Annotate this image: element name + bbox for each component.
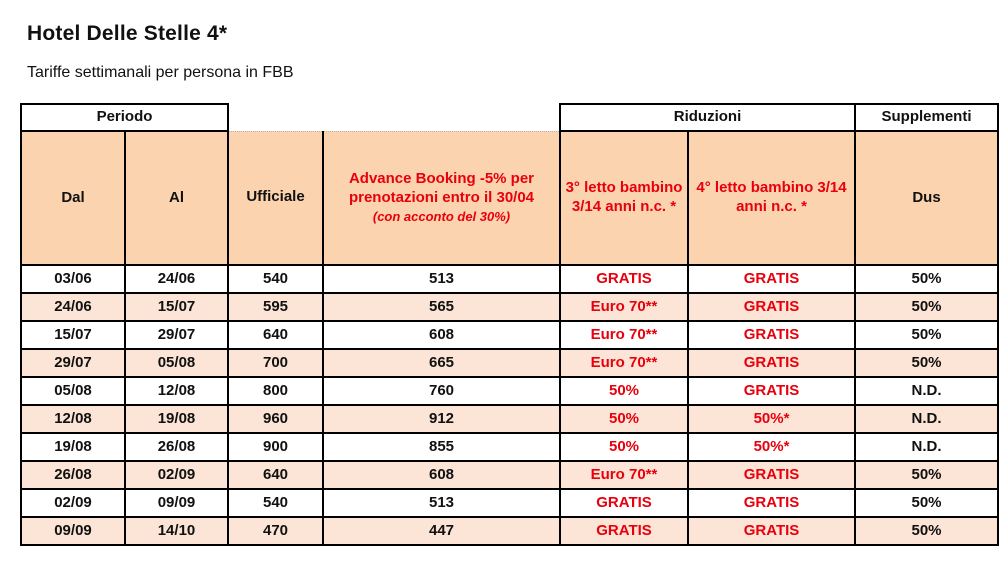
cell-ufficiale: 470 [228, 517, 323, 545]
group-header-row [21, 104, 998, 131]
cell-dus: N.D. [855, 405, 998, 433]
column-header-row [21, 131, 998, 265]
cell-ufficiale: 540 [228, 489, 323, 517]
cell-al: 12/08 [125, 377, 228, 405]
cell-terzo: 50% [560, 377, 688, 405]
cell-al: 09/09 [125, 489, 228, 517]
rates-table-body [21, 265, 998, 545]
group-header-supplementi: Supplementi [855, 104, 998, 131]
cell-dal: 12/08 [21, 405, 125, 433]
cell-terzo: Euro 70** [560, 293, 688, 321]
page-subtitle: Tariffe settimanali per persona in FBB [27, 64, 294, 81]
cell-dus: 50% [855, 489, 998, 517]
cell-ufficiale: 800 [228, 377, 323, 405]
cell-terzo: 50% [560, 433, 688, 461]
cell-ufficiale: 595 [228, 293, 323, 321]
advance-booking-note: (con acconto del 30%) [372, 208, 511, 224]
cell-dal: 05/08 [21, 377, 125, 405]
cell-ufficiale: 900 [228, 433, 323, 461]
column-header-terzo-letto: 3° letto bambino 3/14 anni n.c. * [560, 131, 688, 265]
cell-advance: 608 [323, 461, 560, 489]
cell-al: 14/10 [125, 517, 228, 545]
cell-advance: 565 [323, 293, 560, 321]
column-header-dus: Dus [855, 131, 998, 265]
cell-advance: 912 [323, 405, 560, 433]
column-header-ufficiale: Ufficiale [228, 131, 323, 265]
table-row [21, 377, 998, 405]
cell-terzo: Euro 70** [560, 349, 688, 377]
table-row [21, 405, 998, 433]
cell-dus: N.D. [855, 377, 998, 405]
cell-dal: 03/06 [21, 265, 125, 293]
cell-advance: 665 [323, 349, 560, 377]
cell-ufficiale: 540 [228, 265, 323, 293]
cell-dus: 50% [855, 265, 998, 293]
column-header-quarto-letto: 4° letto bambino 3/14 anni n.c. * [688, 131, 855, 265]
cell-advance: 447 [323, 517, 560, 545]
cell-advance: 513 [323, 489, 560, 517]
cell-ufficiale: 960 [228, 405, 323, 433]
cell-al: 02/09 [125, 461, 228, 489]
cell-dal: 02/09 [21, 489, 125, 517]
advance-booking-label: Advance Booking -5% per prenotazioni entro il 30/04 [348, 170, 535, 207]
table-row [21, 349, 998, 377]
cell-terzo: GRATIS [560, 265, 688, 293]
table-row [21, 321, 998, 349]
cell-dal: 29/07 [21, 349, 125, 377]
cell-dal: 19/08 [21, 433, 125, 461]
cell-al: 05/08 [125, 349, 228, 377]
cell-quarto: GRATIS [688, 461, 855, 489]
cell-advance: 855 [323, 433, 560, 461]
cell-quarto: GRATIS [688, 517, 855, 545]
cell-ufficiale: 640 [228, 461, 323, 489]
cell-quarto: GRATIS [688, 293, 855, 321]
column-header-advance-booking [323, 131, 560, 265]
cell-dal: 09/09 [21, 517, 125, 545]
cell-advance: 608 [323, 321, 560, 349]
column-header-al: Al [125, 131, 228, 265]
group-header-riduzioni: Riduzioni [560, 104, 855, 131]
cell-advance: 513 [323, 265, 560, 293]
group-header-spacer [228, 104, 560, 131]
cell-dus: 50% [855, 349, 998, 377]
cell-dus: 50% [855, 461, 998, 489]
cell-quarto: 50%* [688, 405, 855, 433]
cell-advance: 760 [323, 377, 560, 405]
cell-ufficiale: 700 [228, 349, 323, 377]
cell-dus: 50% [855, 517, 998, 545]
cell-quarto: GRATIS [688, 321, 855, 349]
table-row [21, 433, 998, 461]
table-row [21, 265, 998, 293]
cell-quarto: GRATIS [688, 265, 855, 293]
cell-ufficiale: 640 [228, 321, 323, 349]
table-row [21, 517, 998, 545]
table-row [21, 489, 998, 517]
cell-quarto: 50%* [688, 433, 855, 461]
cell-terzo: Euro 70** [560, 461, 688, 489]
table-row [21, 293, 998, 321]
cell-dus: 50% [855, 293, 998, 321]
group-header-periodo: Periodo [21, 104, 228, 131]
rates-table [20, 103, 999, 546]
cell-al: 24/06 [125, 265, 228, 293]
cell-al: 29/07 [125, 321, 228, 349]
cell-terzo: Euro 70** [560, 321, 688, 349]
cell-al: 19/08 [125, 405, 228, 433]
cell-dus: 50% [855, 321, 998, 349]
cell-al: 26/08 [125, 433, 228, 461]
page-title: Hotel Delle Stelle 4* [27, 22, 228, 45]
cell-terzo: GRATIS [560, 517, 688, 545]
cell-dal: 15/07 [21, 321, 125, 349]
cell-al: 15/07 [125, 293, 228, 321]
cell-quarto: GRATIS [688, 377, 855, 405]
cell-quarto: GRATIS [688, 489, 855, 517]
cell-terzo: 50% [560, 405, 688, 433]
column-header-dal: Dal [21, 131, 125, 265]
cell-dus: N.D. [855, 433, 998, 461]
cell-dal: 24/06 [21, 293, 125, 321]
table-row [21, 461, 998, 489]
cell-dal: 26/08 [21, 461, 125, 489]
cell-terzo: GRATIS [560, 489, 688, 517]
cell-quarto: GRATIS [688, 349, 855, 377]
